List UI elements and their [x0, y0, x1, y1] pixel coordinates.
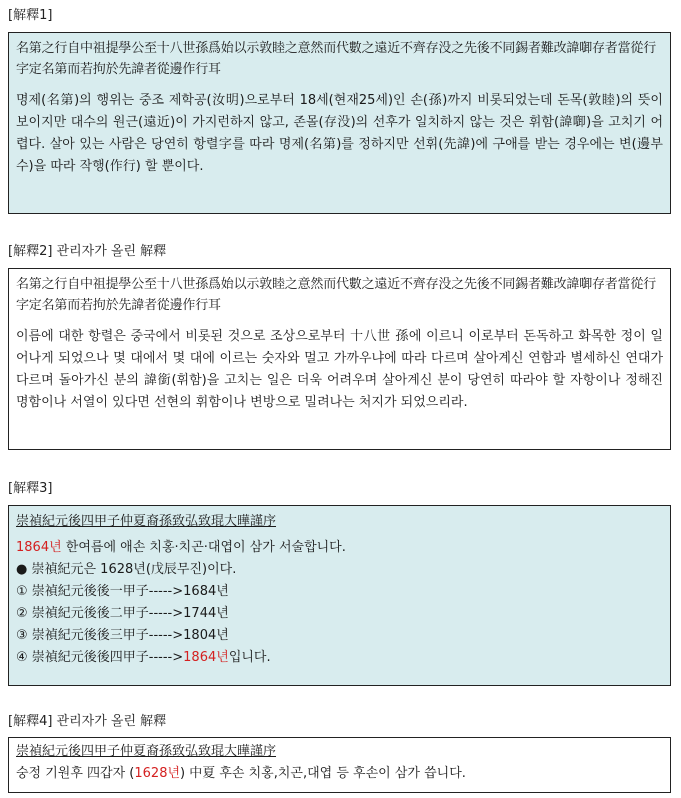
section3-year-1864: 1864년 [16, 540, 62, 555]
section4-box [8, 737, 671, 793]
list-item-year: 1804년 [183, 628, 229, 643]
list-item-year: 1684년 [183, 584, 229, 599]
list-item-year: 1744년 [183, 606, 229, 621]
section1-box [8, 32, 671, 214]
bullet-icon: ● [16, 562, 28, 577]
section4-line [16, 763, 663, 785]
section3-line1 [16, 537, 663, 559]
section4-title [16, 741, 663, 763]
section2-label: [解釋2] 관리자가 올린 解釋 [8, 244, 167, 259]
list-item [16, 625, 663, 647]
section3-title [16, 511, 663, 533]
list-item-suffix: 입니다. [228, 650, 271, 665]
section4-year-1628: 1628년 [134, 766, 181, 781]
section3-bullet-text: 崇禎紀元은 1628년(戊辰무진)이다. [31, 562, 237, 577]
section1-korean-text: 명제(名第)의 행위는 중조 제학공(汝明)으로부터 18세(현재25세)인 손(孫)까지 비롯되었는데 돈목(敦睦)의 뜻이 보이지만 대수의 원근(遠近)이 가지런하지 않고, 존몰(存没)의 선후가 일치하지 않는 것은 휘함(諱啣)을 고치기 어렵다. 살아 있는 사람은 당연히 항렬字를 따라 명제(名第)를 정하지만 선휘(先諱)에 구애를 받는 경우에는 변(邊부수)을 따라 작행(作行) 할 뿐이다. [16, 93, 663, 174]
list-item-text: 崇禎紀元後後一甲子-----> [31, 584, 184, 599]
section3-title-text: 崇禎紀元後四甲子仲夏裔孫致弘致琨大曄謹序 [16, 514, 277, 529]
section4-label: [解釋4] 관리자가 올린 解釋 [8, 714, 167, 729]
list-item [16, 603, 663, 625]
circled-number-1-icon: ① [16, 584, 28, 599]
section2-korean-text: 이름에 대한 항렬은 중국에서 비롯된 것으로 조상으로부터 十八世 孫에 이르니 이로부터 돈독하고 화목한 정이 일어나게 되었으나 몇 대에서 몇 대에 이르는 숫자와 멀고 가까우냐에 따라 다르며 살아계신 연함과 별세하신 연대가 다르며 돌아가신 분의 諱銜(휘함)을 고치는 일은 더욱 어려우며 살아계신 분이 당연히 따라야 할 자항이나 정해진 명함이나 서열이 있다면 선현의 휘함이나 변방으로 밀려나는 처지가 되었으리라. [16, 329, 663, 410]
circled-number-4-icon: ④ [16, 650, 28, 665]
section3-label: [解釋3] [8, 481, 53, 496]
list-item-text: 崇禎紀元後後四甲子-----> [31, 650, 184, 665]
section4-line-post: ) 中夏 후손 치홍,치곤,대엽 등 후손이 삼가 씁니다. [180, 766, 466, 781]
section3-line1-text: 한여름에 애손 치홍·치곤·대엽이 삼가 서술합니다. [61, 540, 346, 555]
section1-hanja-text: 名第之行自中祖提學公至十八世孫爲始以示敦睦之意然而代數之遠近不齊存没之先後不同錫者難改諱啣存者當從行字定名第而若拘於先諱者從邊作行耳 [16, 41, 657, 77]
circled-number-2-icon: ② [16, 606, 28, 621]
section4-title-text: 崇禎紀元後四甲子仲夏裔孫致弘致琨大曄謹序 [16, 744, 277, 759]
list-item [16, 581, 663, 603]
section4-line-pre: 숭정 기원후 四갑자 ( [16, 766, 135, 781]
circled-number-3-icon: ③ [16, 628, 28, 643]
list-item [16, 647, 663, 669]
list-item-text: 崇禎紀元後後三甲子-----> [31, 628, 184, 643]
section1-label: [解釋1] [8, 8, 53, 23]
list-item-year-highlight: 1864년 [183, 650, 229, 665]
section2-hanja-text: 名第之行自中祖提學公至十八世孫爲始以示敦睦之意然而代數之遠近不齊存没之先後不同錫者難改諱啣存者當從行字定名第而若拘於先諱者從邊作行耳 [16, 277, 657, 313]
section3-box [8, 505, 671, 686]
section3-bullet-line [16, 559, 663, 581]
section2-box [8, 268, 671, 450]
list-item-text: 崇禎紀元後後二甲子-----> [31, 606, 184, 621]
